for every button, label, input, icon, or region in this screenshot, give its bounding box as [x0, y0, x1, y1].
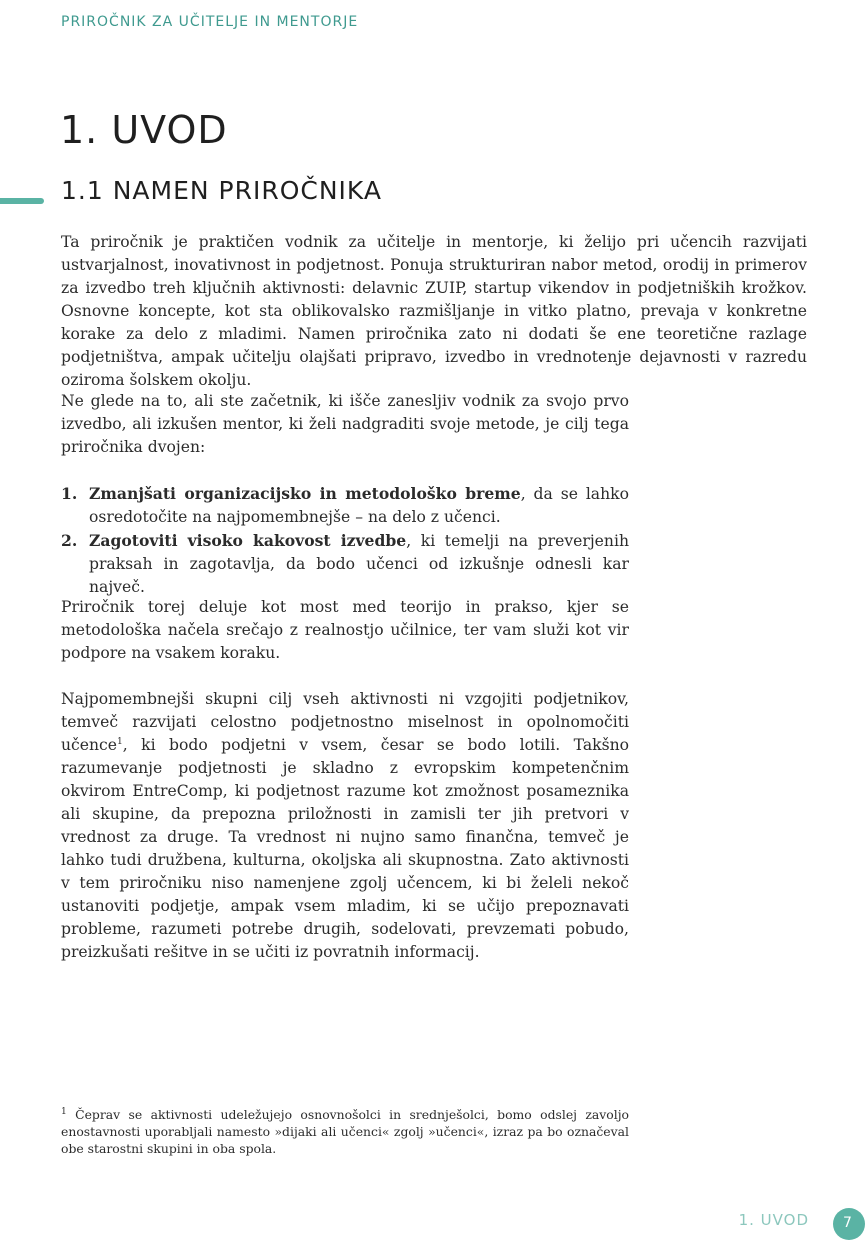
entrecomp-paragraph	[61, 688, 629, 964]
footnote-text: Čeprav se aktivnosti udeležujejo osnovnošolci in srednješolci, bomo odslej zavoljo enostavnosti uporabljali namesto »dijaki ali učenci« zgolj »učenci«, izraz pa bo označeval obe starostni skupini in oba spola.	[61, 1107, 629, 1156]
footnote-mark: 1	[61, 1106, 67, 1117]
goals-list	[61, 482, 629, 599]
goal-number: 1.	[61, 484, 78, 503]
footnote-reference[interactable]: 1	[117, 736, 123, 747]
goal-text: , ki temelji na preverjenih praksah in zagotavlja, da bodo učenci od izkušnje odnesli kar največ.	[89, 532, 629, 596]
goal-bold-text: Zagotoviti visoko kakovost izvedbe	[89, 531, 407, 550]
goal-item	[61, 482, 629, 529]
chapter-title: 1. UVOD	[60, 108, 228, 152]
page-number-badge: 7	[833, 1208, 865, 1240]
section-marker-bar	[0, 198, 44, 204]
paragraph-text: , ki bodo podjetni v vsem, česar se bodo lotili. Takšno razumevanje podjetnosti je skladno z evropskim kompetenčnim okvirom EntreComp, ki podjetnost razume kot zmožnost posameznika ali skupine, da prepozna priložnosti in zamisli ter jih pretvori v vrednost za druge. Ta vrednost ni nujno samo finančna, temveč je lahko tudi družbena, kulturna, okoljska ali skupnostna. Zato aktivnosti v tem priročniku niso namenjene zgolj učencem, ki bi želeli nekoč ustanoviti podjetje, ampak vsem mladim, ki se učijo prepoznavati probleme, razumeti potrebe drugih, sodelovati, prevzemati pobudo, preizkušati rešitve in se učiti iz povratnih informacij.	[61, 736, 629, 961]
goal-number: 2.	[61, 531, 78, 550]
paragraph-text: Najpomembnejši skupni cilj vseh aktivnosti ni vzgojiti podjetnikov, temveč razvijati celostno podjetnostno miselnost in opolnomočiti učence	[61, 690, 629, 754]
bridge-paragraph: Priročnik torej deluje kot most med teorijo in prakso, kjer se metodološka načela srečajo z realnostjo učilnice, ter vam služi kot vir podpore na vsakem koraku.	[61, 598, 629, 662]
intro-paragraph: Ta priročnik je praktičen vodnik za učitelje in mentorje, ki želijo pri učencih razvijati ustvarjalnost, inovativnost in podjetnost. Ponuja strukturiran nabor metod, orodij in primerov za izvedbo treh ključnih aktivnosti: delavnic ZUIP, startup vikendov in podjetniških krožkov. Osnovne koncepte, kot sta oblikovalsko razmišljanje in vitko platno, prevaja v konkretne korake za delo z mladimi. Namen priročnika zato ni dodati še ene teoretične razlage podjetništva, ampak učitelju olajšati pripravo, izvedbo in vrednotenje dejavnosti v razredu oziroma šolskem okolju.	[61, 233, 807, 389]
goal-intro-paragraph: Ne glede na to, ali ste začetnik, ki išče zanesljiv vodnik za svojo prvo izvedbo, ali izkušen mentor, ki želi nadgraditi svoje metode, je cilj tega priročnika dvojen:	[61, 392, 629, 456]
footnote	[61, 1106, 629, 1157]
running-header: PRIROČNIK ZA UČITELJE IN MENTORJE	[61, 14, 359, 30]
goal-text: , da se lahko osredotočite na najpomembnejše – na delo z učenci.	[89, 485, 629, 526]
footer-chapter-label: 1. UVOD	[738, 1211, 809, 1229]
section-title: 1.1 NAMEN PRIROČNIKA	[61, 176, 382, 205]
goal-item	[61, 529, 629, 599]
goal-bold-text: Zmanjšati organizacijsko in metodološko breme	[89, 484, 521, 503]
